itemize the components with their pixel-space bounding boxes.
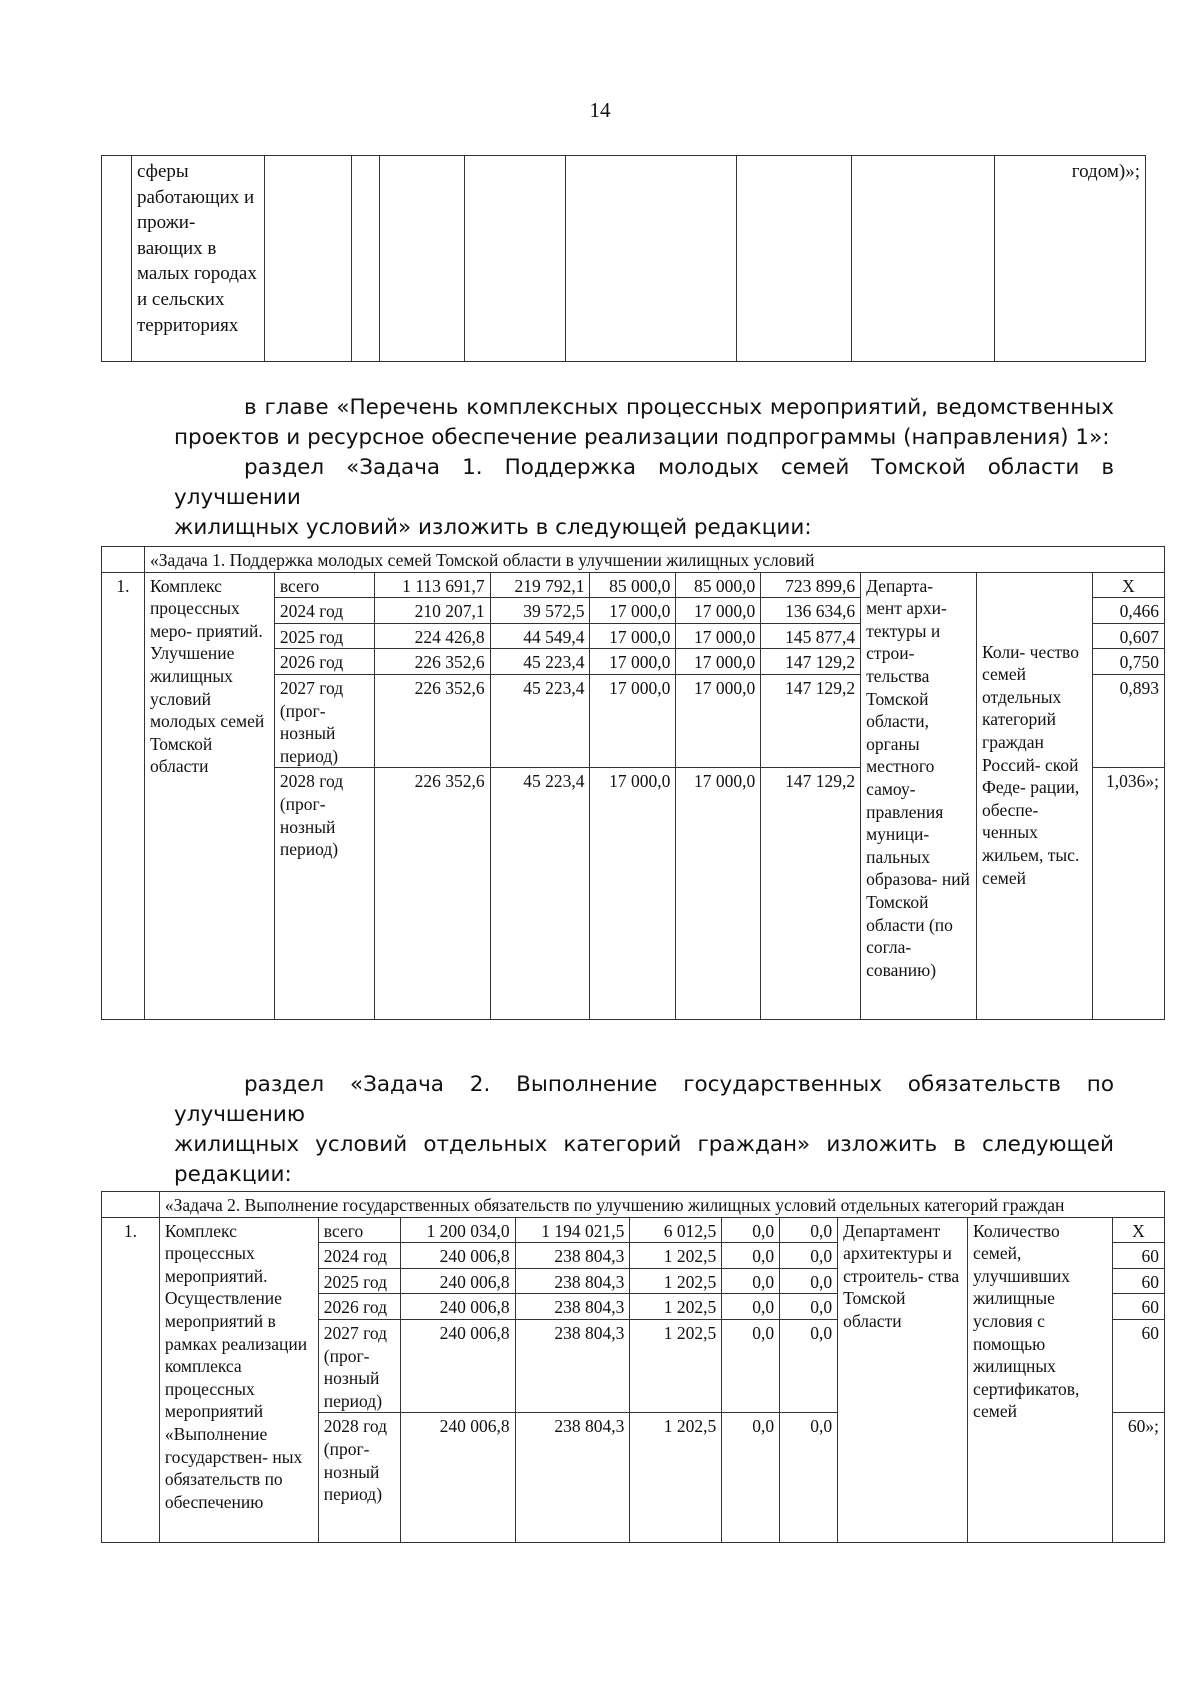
period: 2027 год (прог- нозный период) — [274, 674, 374, 767]
municipal: 0,0 — [722, 1268, 780, 1294]
indicator-value: 1,036»; — [1092, 768, 1164, 1020]
indicator-value: Х — [1092, 572, 1164, 598]
text-line: раздел «Задача 2. Выполнение государственных обязательств по улучшению — [174, 1072, 1114, 1127]
total: 1 200 034,0 — [400, 1217, 515, 1243]
municipal: 17 000,0 — [676, 768, 761, 1020]
other: 0,0 — [780, 1294, 838, 1320]
indicator-name: Количество семей, улучшивших жилищные условия с помощью жилищных сертификатов, семей — [968, 1217, 1113, 1543]
indicator-value: 0,893 — [1092, 674, 1164, 767]
cell-name: сферы работающих и прожи- вающих в малых городах и сельских территориях — [131, 156, 264, 362]
regional: 17 000,0 — [590, 768, 676, 1020]
cell-empty — [379, 156, 464, 362]
total: 240 006,8 — [400, 1294, 515, 1320]
total: 210 207,1 — [374, 598, 490, 624]
period: 2027 год (прог- нозный период) — [318, 1319, 400, 1412]
other: 723 899,6 — [761, 572, 861, 598]
municipal: 17 000,0 — [676, 649, 761, 675]
cell-empty — [102, 547, 145, 573]
row-number: 1. — [102, 572, 145, 1020]
total: 226 352,6 — [374, 649, 490, 675]
paragraph-task2 — [174, 1070, 1114, 1190]
other: 0,0 — [780, 1217, 838, 1243]
cell-empty — [264, 156, 351, 362]
period: 2026 год — [274, 649, 374, 675]
executor: Департа- мент архи- тектуры и строи- тельства Томской области, органы местного самоу- правления муници- пальных образова- ний Томской области (по согла- сованию) — [861, 572, 977, 1020]
federal: 45 223,4 — [490, 649, 590, 675]
text-line: в главе «Перечень комплексных процессных мероприятий, ведомственных — [244, 395, 1114, 420]
total: 240 006,8 — [400, 1243, 515, 1269]
indicator-value: 60 — [1112, 1294, 1164, 1320]
regional: 6 012,5 — [630, 1217, 722, 1243]
federal: 45 223,4 — [490, 674, 590, 767]
indicator-value: 60 — [1112, 1243, 1164, 1269]
cell-empty — [737, 156, 852, 362]
municipal: 17 000,0 — [676, 623, 761, 649]
federal: 44 549,4 — [490, 623, 590, 649]
federal: 238 804,3 — [515, 1268, 630, 1294]
municipal: 0,0 — [722, 1319, 780, 1412]
executor: Департамент архитектуры и строитель- ства Томской области — [838, 1217, 968, 1543]
federal: 219 792,1 — [490, 572, 590, 598]
period: всего — [318, 1217, 400, 1243]
text-line: жилищных условий отдельных категорий граждан» изложить в следующей — [174, 1132, 1114, 1157]
federal: 238 804,3 — [515, 1294, 630, 1320]
regional: 17 000,0 — [590, 598, 676, 624]
municipal: 0,0 — [722, 1243, 780, 1269]
indicator-value: 0,607 — [1092, 623, 1164, 649]
text-line: жилищных условий» изложить в следующей редакции: — [174, 515, 812, 540]
regional: 1 202,5 — [630, 1319, 722, 1412]
municipal: 0,0 — [722, 1217, 780, 1243]
cell-empty — [102, 156, 132, 362]
regional: 1 202,5 — [630, 1294, 722, 1320]
indicator-value: 0,750 — [1092, 649, 1164, 675]
municipal: 0,0 — [722, 1413, 780, 1543]
other: 147 129,2 — [761, 674, 861, 767]
indicator-value: Х — [1112, 1217, 1164, 1243]
federal: 238 804,3 — [515, 1413, 630, 1543]
indicator-name: Коли- чество семей отдельных категорий граждан Россий- ской Феде- рации, обеспе- ченных жильем, тыс. семей — [977, 572, 1093, 1020]
other: 0,0 — [780, 1319, 838, 1412]
municipal: 0,0 — [722, 1294, 780, 1320]
continued-table — [101, 155, 1146, 362]
total: 1 113 691,7 — [374, 572, 490, 598]
period: 2028 год (прог- нозный период) — [318, 1413, 400, 1543]
activity-name: Комплекс процессных меро- приятий. Улучшение жилищных условий молодых семей Томской области — [144, 572, 274, 1020]
federal: 1 194 021,5 — [515, 1217, 630, 1243]
total: 224 426,8 — [374, 623, 490, 649]
cell-empty — [102, 1192, 160, 1218]
indicator-value: 60 — [1112, 1268, 1164, 1294]
total: 240 006,8 — [400, 1268, 515, 1294]
period: 2024 год — [274, 598, 374, 624]
total: 226 352,6 — [374, 768, 490, 1020]
total: 240 006,8 — [400, 1413, 515, 1543]
municipal: 17 000,0 — [676, 674, 761, 767]
period: 2025 год — [318, 1268, 400, 1294]
text-line: проектов и ресурсное обеспечение реализации подпрограммы (направления) 1»: — [174, 425, 1110, 450]
indicator-value: 0,466 — [1092, 598, 1164, 624]
other: 147 129,2 — [761, 649, 861, 675]
table-row — [102, 1217, 1165, 1243]
municipal: 17 000,0 — [676, 598, 761, 624]
regional: 85 000,0 — [590, 572, 676, 598]
indicator-value: 60 — [1112, 1319, 1164, 1412]
text-line: раздел «Задача 1. Поддержка молодых семей Томской области в улучшении — [174, 455, 1114, 510]
total: 240 006,8 — [400, 1319, 515, 1412]
text-line: редакции: — [174, 1162, 292, 1187]
period: 2025 год — [274, 623, 374, 649]
regional: 1 202,5 — [630, 1268, 722, 1294]
page-number: 14 — [589, 98, 611, 122]
cell-empty — [565, 156, 737, 362]
other: 136 634,6 — [761, 598, 861, 624]
cell-empty — [852, 156, 995, 362]
period: 2024 год — [318, 1243, 400, 1269]
federal: 238 804,3 — [515, 1319, 630, 1412]
row-number: 1. — [102, 1217, 160, 1543]
table-row — [102, 572, 1165, 598]
indicator-value: 60»; — [1112, 1413, 1164, 1543]
regional: 17 000,0 — [590, 674, 676, 767]
regional: 1 202,5 — [630, 1413, 722, 1543]
task2-header: «Задача 2. Выполнение государственных обязательств по улучшению жилищных условий отдельных категорий граждан — [159, 1192, 1164, 1218]
period: 2026 год — [318, 1294, 400, 1320]
other: 0,0 — [780, 1413, 838, 1543]
other: 0,0 — [780, 1268, 838, 1294]
federal: 45 223,4 — [490, 768, 590, 1020]
total: 226 352,6 — [374, 674, 490, 767]
other: 0,0 — [780, 1243, 838, 1269]
task2-table — [101, 1191, 1165, 1543]
paragraph-chapter — [174, 393, 1114, 543]
federal: 39 572,5 — [490, 598, 590, 624]
regional: 17 000,0 — [590, 623, 676, 649]
period: всего — [274, 572, 374, 598]
cell-empty — [351, 156, 379, 362]
task1-header: «Задача 1. Поддержка молодых семей Томской области в улучшении жилищных условий — [144, 547, 1164, 573]
period: 2028 год (прог- нозный период) — [274, 768, 374, 1020]
activity-name: Комплекс процессных мероприятий. Осуществление мероприятий в рамках реализации комплекса процессных мероприятий «Выполнение государствен- ных обязательств по обеспечению — [159, 1217, 318, 1543]
regional: 17 000,0 — [590, 649, 676, 675]
cell-empty — [464, 156, 565, 362]
cell-closing: годом)»; — [995, 156, 1146, 362]
other: 147 129,2 — [761, 768, 861, 1020]
regional: 1 202,5 — [630, 1243, 722, 1269]
task1-table — [101, 546, 1165, 1020]
other: 145 877,4 — [761, 623, 861, 649]
federal: 238 804,3 — [515, 1243, 630, 1269]
municipal: 85 000,0 — [676, 572, 761, 598]
